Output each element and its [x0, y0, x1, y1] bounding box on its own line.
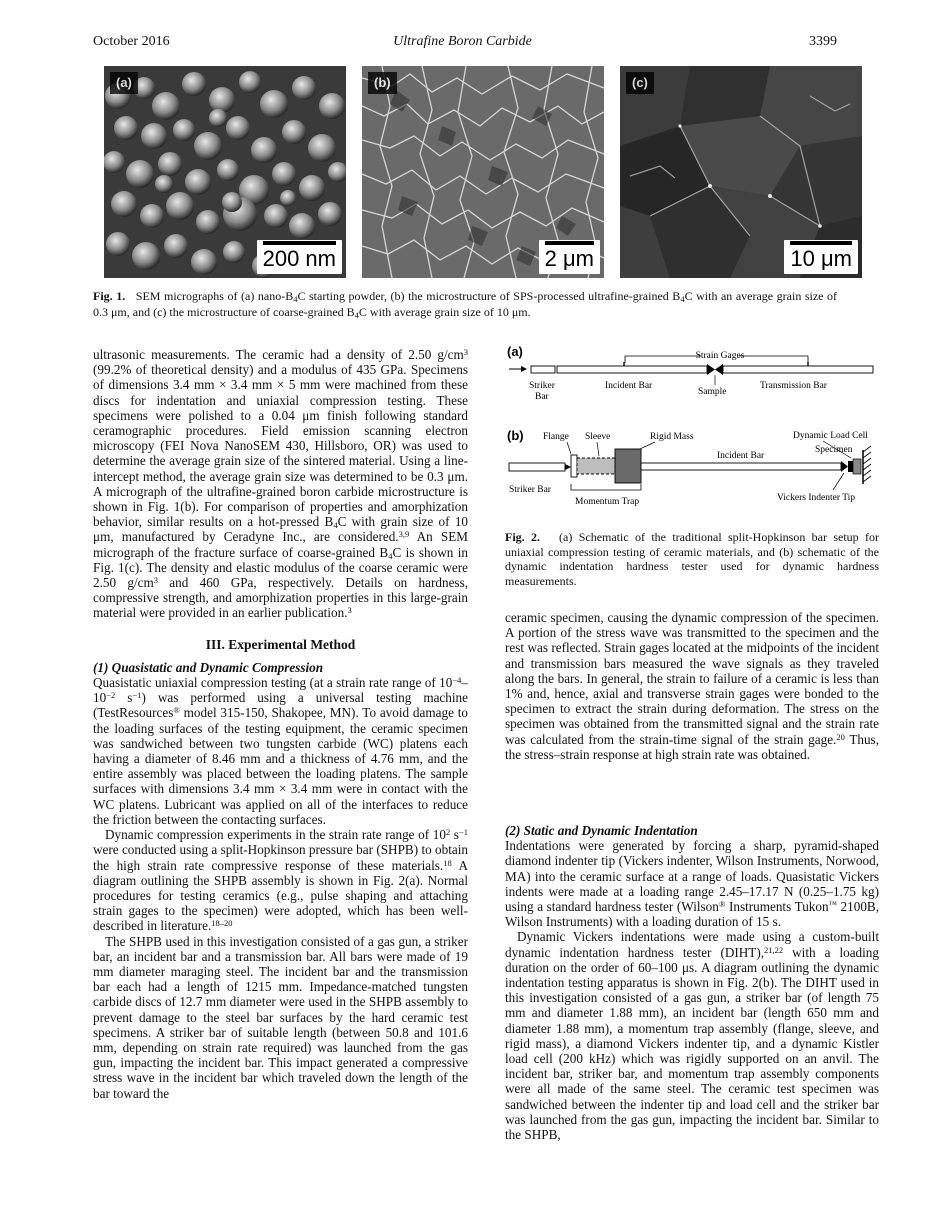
section-heading: III. Experimental Method [205, 636, 356, 652]
scale-text-b: 2 μm [544, 246, 594, 271]
paragraph [505, 838, 879, 929]
text: and 460 GPa, respectively. Details on hardness, compressive strength, and amorphization properties in this large-grain material were provided in an earlier publication. [93, 575, 468, 621]
superscript: ™ [828, 899, 837, 910]
panel-label-c: (c) [626, 72, 654, 94]
subscript: 4 [388, 550, 393, 561]
text: s [450, 827, 459, 843]
strain-gages-label: Strain Gages [695, 351, 745, 361]
text: s [115, 690, 133, 706]
fig1-caption-text: C with average grain size of 10 μm. [358, 304, 531, 319]
text: C is shown in Fig. 1(c). The density and elastic modulus of the coarse ceramic were 2.50 g/cm [93, 544, 468, 591]
incident-bar-a [557, 366, 707, 373]
paragraph [505, 929, 879, 1142]
fig2-caption-label: Fig. 2. [505, 530, 541, 544]
specimen [848, 461, 853, 472]
transmission-bar-a [723, 366, 873, 373]
text: Dynamic compression experiments in the strain rate range of 10 [105, 827, 446, 843]
label-b: (b) [507, 428, 524, 443]
citation: 18 [443, 857, 452, 868]
superscript: −1 [458, 827, 468, 838]
momentum-trap-label: Momentum Trap [575, 497, 640, 507]
superscript: −4 [452, 675, 462, 686]
text: Indentations were generated by forcing a sharp, pyramid-shaped diamond indenter tip (Vickers indenter, Wilson Instruments, Norwood, MA) into the ceramic surface at a range of loads. Quasistatic Vickers indents were made at a loading range 2.45–17.17 N (0.25–1.75 kg) using a standard hardness tester (Wilson [505, 838, 879, 915]
incident-bar-label: Incident Bar [605, 381, 653, 391]
text: Instruments Tukon [725, 899, 829, 915]
citation: 21,22 [764, 944, 784, 955]
text: with a loading duration on the order of 60–100 μs. A diagram outlining the dynamic indentation testing apparatus is shown in Fig. 2(b). The DIHT used in this investigation consisted of a gas gun, a striker bar (of length 75 mm and diameter 1.88 mm), an incident bar (length 650 mm and diameter 1.88 mm), a momentum trap assembly (flange, sleeve, and rigid mass), a diamond Vickers indenter tip, and a dynamic Kistler load cell (200 kHz) which was rigidly supported on an anvil. The incident bar, striker bar, and momentum trap assembly components were all made of the same steel. The ceramic test specimen was sandwiched between the indenter tip and load cell and the striker bar was launched from the gas gun, impacting the incident bar. Similar to the SHPB, [505, 944, 879, 1143]
striker-bar-b [509, 463, 565, 471]
paragraph [505, 610, 879, 762]
superscript: 2 [445, 827, 451, 838]
striker-label: Striker [529, 381, 555, 391]
indenter-label: Vickers Indenter Tip [777, 493, 856, 503]
incident-bar-b [641, 463, 841, 470]
scale-bar-a [257, 240, 342, 274]
paragraph [93, 347, 468, 621]
rigid-mass-label: Rigid Mass [650, 432, 694, 442]
incident-bar-label-b: Incident Bar [717, 451, 765, 461]
text: 2100B, Wilson Instruments) with a loading duration of 15 s. [505, 899, 880, 930]
text: Dynamic Vickers indentations were made using a custom-built dynamic indentation hardness tester (DIHT), [505, 929, 879, 960]
rigid-mass [615, 449, 641, 483]
superscript: ® [718, 899, 726, 910]
citation: 3,9 [398, 529, 410, 540]
citation: 3 [347, 605, 352, 616]
superscript: ® [173, 705, 180, 716]
panel-label-a: (a) [110, 72, 138, 94]
header-title: Ultrafine Boron Carbide [393, 34, 532, 49]
paragraph [93, 675, 468, 827]
scale-text-a: 200 nm [262, 246, 336, 271]
fig2-caption-text: (a) Schematic of the traditional split-Hopkinson bar setup for uniaxial compression testing of ceramic materials, and (b) schematic of the dynamic indentation hardness tester used for dynamic hardness measurements. [505, 530, 879, 588]
striker-bar-a [531, 366, 555, 373]
sem-micrograph-b [362, 66, 604, 278]
subscript: 4 [333, 520, 338, 531]
specimen-label: Specimen [815, 445, 853, 455]
schematic-svg [505, 342, 879, 522]
paragraph [93, 827, 468, 933]
superscript: 3 [463, 347, 468, 357]
header-date: October 2016 [93, 34, 170, 49]
text: C with grain size of 10 μm, manufactured by Ceradyne Inc., are considered. [93, 514, 469, 545]
right-column-top [505, 610, 879, 762]
fig1-caption-text: SEM micrographs of (a) nano-B [135, 289, 294, 303]
fig1-caption-label: Fig. 1. [93, 289, 126, 303]
fig1-caption-text: C with an average grain size of 0.3 μm, and (c) the microstructure of coarse-grained B [93, 289, 838, 319]
superscript: 3 [153, 575, 158, 586]
text: –10 [93, 675, 468, 706]
text: A diagram outlining the SHPB assembly is shown in Fig. 2(a). Normal procedures for testing ceramics (e.g., pulse shaping and attaching strain gages to the specimen) were adopted, which has been well-described in literature. [93, 857, 469, 934]
striker-bar-label: Striker Bar [509, 485, 551, 495]
text: were conducted using a split-Hopkinson pressure bar (SHPB) to obtain the high strain rate compressive response of these materials. [93, 842, 468, 873]
text: model 315-150, Shakopee, MN). To avoid damage to the loading surfaces of the testing equipment, the ceramic specimen was sandwiched between two tungsten carbide (WC) platens each having a diameter of 8.46 mm and a thickness of 4.76 mm, and the entire assembly was placed between the loading platens. The sample surfaces with dimensions 3.4 mm × 3.4 mm were in contact with the WC platens. Lubricant was applied on all of the interfaces to reduce the friction between the contacting surfaces. [93, 705, 468, 827]
text: (99.2% of theoretical density) and a modulus of 435 GPa. Specimens of dimensions 3.4 mm × 3.4 mm × 5 mm were machined from these discs for indentation and uniaxial compression testing. These specimens were polished to a 0.04 μm finish following standard ceramographic procedures. Field emission scanning electron microscopy (FEI Nova NanoSEM 430, Hillsboro, OR) was used to determine the average grain size of the sintered material. Using a line-intercept method, the average grain size was determined to be 0.3 μm. A micrograph of the ultrafine-grained boron carbide microstructure is shown in Fig. 1(b). For comparison of properties and amorphization behavior, similar results on a hot-pressed B [93, 362, 468, 530]
figure-2-caption [505, 530, 879, 588]
text: ) was performed using a universal testing machine (TestResources [93, 690, 468, 721]
header-page-number: 3399 [809, 34, 837, 49]
sem-micrograph-a [104, 66, 346, 278]
sample-label: Sample [698, 387, 727, 397]
sleeve [577, 458, 615, 474]
scale-text-c: 10 μm [790, 246, 852, 271]
panel-label-b: (b) [368, 72, 397, 94]
text: An SEM micrograph of the fracture surface of coarse-grained B [93, 529, 468, 560]
bar-label: Bar [535, 392, 549, 402]
figure-1-caption [93, 289, 837, 320]
load-cell-label: Dynamic Load Cell [793, 431, 868, 441]
scale-bar-c [784, 240, 858, 274]
subscript: 4 [354, 309, 359, 320]
flange-label: Flange [543, 432, 569, 442]
load-cell [853, 459, 861, 474]
transmission-bar-label: Transmission Bar [760, 381, 827, 391]
text: ultrasonic measurements. The ceramic had a density of 2.50 g/cm [93, 347, 464, 362]
sem-micrograph-c [620, 66, 862, 278]
flange [571, 455, 577, 477]
text: ceramic specimen, causing the dynamic compression of the specimen. A portion of the stress wave was transmitted to the specimen and the rest was reflected. Strain gages located at the midpoints of the incident and transmission bars measured the wave signals as they traveled along the bars. In general, the strain to failure of a ceramic is less than 1% and, hence, axial and transverse strain gages were bonded to the specimen to extract the strain during deformation. The stress on the specimen was obtained from the transmitted signal and the strain rate was calculated from the strain-time signal of the strain gage. [505, 610, 879, 747]
superscript: −2 [106, 690, 116, 701]
subscript: 4 [680, 294, 685, 304]
text: Quasistatic uniaxial compression testing (at a strain rate range of 10 [93, 675, 453, 691]
figure-2-schematic [505, 342, 879, 522]
superscript: −1 [132, 690, 142, 701]
label-a: (a) [507, 344, 523, 359]
citation: 20 [836, 731, 845, 742]
subsection-heading: (1) Quasistatic and Dynamic Compression [93, 659, 324, 675]
sleeve-label: Sleeve [585, 432, 611, 442]
citation: 18–20 [211, 918, 233, 929]
text: Thus, the stress–strain response at high strain rate was obtained. [505, 731, 879, 762]
subscript: 4 [293, 294, 298, 304]
scale-bar-b [539, 240, 600, 274]
right-column-bottom [505, 823, 879, 1142]
left-column [93, 347, 468, 1101]
paragraph: The SHPB used in this investigation consisted of a gas gun, a striker bar, an incident bar and a transmission bar. All bars were made of 19 mm diameter maraging steel. The incident bar and the transmission bar each had a length of 1215 mm. Impedance-matched tungsten carbide discs of 12.7 mm diameter were used in the SHPB assembly to prevent damage to the steel bar surfaces by the hard ceramic test specimens. A striker bar of suitable length (between 50.8 and 101.6 mm, depending on strain rate required) was launched from the gas gun, impacting the incident bar. This impact generated a compressive stress wave in the incident bar which traveled down the length of the bar toward the [93, 933, 468, 1101]
fig1-caption-text: C starting powder, (b) the microstructure of SPS-processed ultrafine-grained B [297, 289, 681, 303]
subsection-heading: (2) Static and Dynamic Indentation [505, 823, 698, 838]
